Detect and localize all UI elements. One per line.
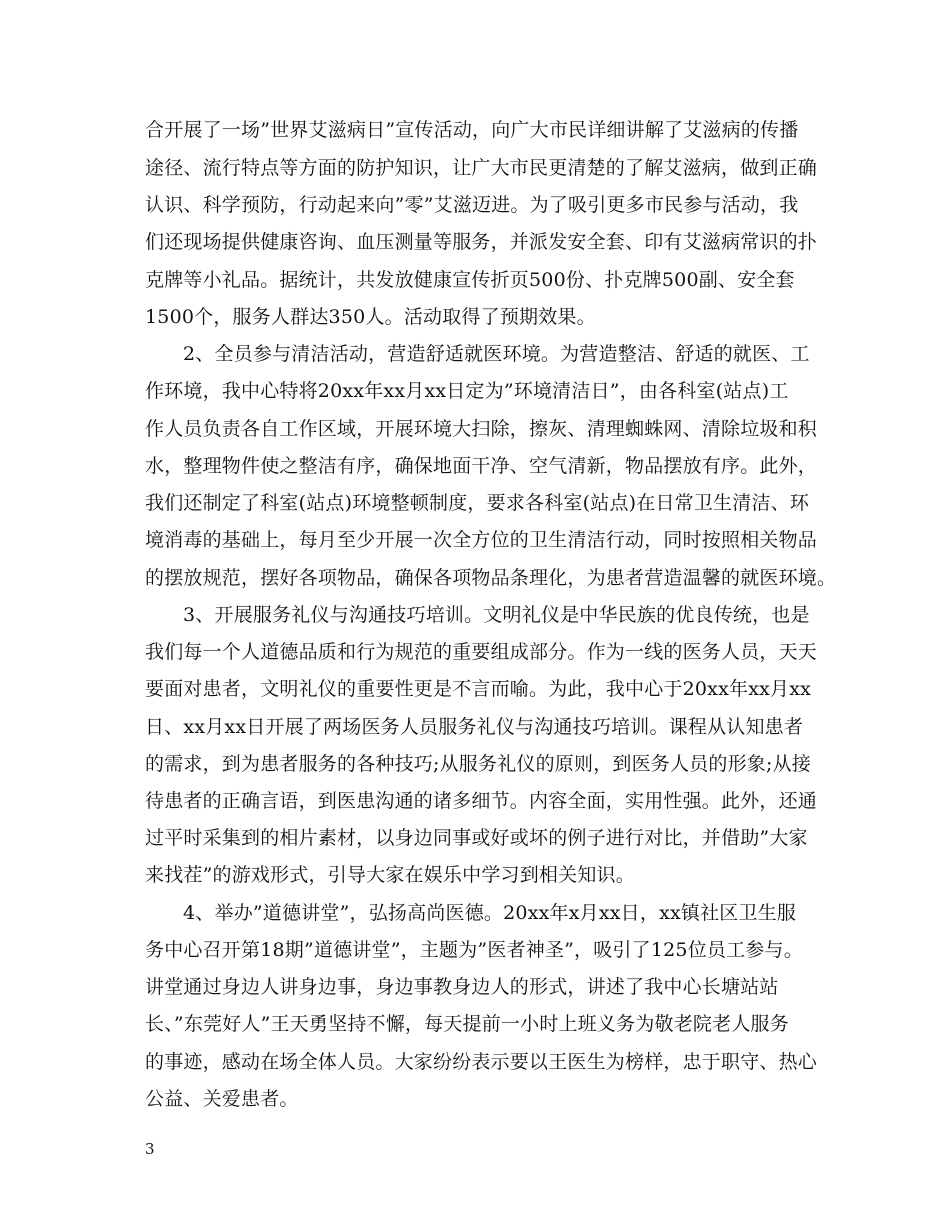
- body-text-line: 长、”东莞好人”王天勇坚持不懈，每天提前一小时上班义务为敬老院老人服务: [145, 1013, 789, 1035]
- page-number: 3: [145, 1140, 155, 1158]
- body-text-line: 过平时采集到的相片素材，以身边同事或好或坏的例子进行对比，并借助”大家: [145, 827, 808, 849]
- body-text-line: 来找茬”的游戏形式，引导大家在娱乐中学习到相关知识。: [145, 864, 635, 886]
- body-text-line: 日、xx月xx日开展了两场医务人员服务礼仪与沟通技巧培训。课程从认知患者: [145, 716, 804, 738]
- body-text-line: 作环境，我中心特将20xx年xx月xx日定为”环境清洁日”，由各科室(站点)工: [145, 380, 789, 402]
- body-text-line: 认识、科学预防，行动起来向”零”艾滋迈进。为了吸引更多市民参与活动，我: [145, 194, 799, 216]
- paragraph-start-line: 2、全员参与清洁活动，营造舒适就医环境。为营造整洁、舒适的就医、工: [183, 343, 810, 365]
- body-text-line: 1500个，服务人群达350人。活动取得了预期效果。: [145, 306, 596, 328]
- body-text-line: 克牌等小礼品。据统计，共发放健康宣传折页500份、扑克牌500副、安全套: [145, 269, 795, 291]
- body-text-line: 作人员负责各自工作区域，开展环境大扫除，擦灰、清理蜘蛛网、清除垃圾和积: [145, 418, 818, 440]
- body-text-line: 讲堂通过身边人讲身边事，身边事教身边人的形式，讲述了我中心长塘站站: [145, 976, 779, 998]
- body-text-line: 公益、关爱患者。: [145, 1088, 299, 1110]
- paragraph-start-line: 4、举办”道德讲堂”，弘扬高尚医德。20xx年x月xx日，xx镇社区卫生服: [183, 902, 797, 924]
- body-text-line: 待患者的正确言语，到医患沟通的诸多细节。内容全面，实用性强。此外，还通: [145, 790, 818, 812]
- body-text-line: 要面对患者，文明礼仪的重要性更是不言而喻。为此，我中心于20xx年xx月xx: [145, 678, 812, 700]
- body-text-line: 我们每一个人道德品质和行为规范的重要组成部分。作为一线的医务人员，天天: [145, 641, 818, 663]
- body-text-line: 我们还制定了科室(站点)环境整顿制度，要求各科室(站点)在日常卫生清洁、环: [145, 492, 810, 514]
- body-text-line: 途径、流行特点等方面的防护知识，让广大市民更清楚的了解艾滋病，做到正确: [145, 157, 818, 179]
- body-text-line: 合开展了一场”世界艾滋病日”宣传活动，向广大市民详细讲解了艾滋病的传播: [145, 119, 799, 141]
- body-text-line: 务中心召开第18期”道德讲堂”，主题为”医者神圣”，吸引了125位员工参与。: [145, 939, 803, 961]
- body-text-line: 的摆放规范，摆好各项物品，确保各项物品条理化，为患者营造温馨的就医环境。: [145, 567, 837, 589]
- body-text-line: 的需求，到为患者服务的各种技巧;从服务礼仪的原则，到医务人员的形象;从接: [145, 753, 812, 775]
- body-text-line: 境消毒的基础上，每月至少开展一次全方位的卫生清洁行动，同时按照相关物品: [145, 529, 818, 551]
- paragraph-start-line: 3、开展服务礼仪与沟通技巧培训。文明礼仪是中华民族的优良传统，也是: [183, 604, 810, 626]
- body-text-line: 们还现场提供健康咨询、血压测量等服务，并派发安全套、印有艾滋病常识的扑: [145, 231, 818, 253]
- body-text-line: 的事迹，感动在场全体人员。大家纷纷表示要以王医生为榜样，忠于职守、热心: [145, 1051, 818, 1073]
- body-text-line: 水，整理物件使之整洁有序，确保地面干净、空气清新，物品摆放有序。此外，: [145, 455, 818, 477]
